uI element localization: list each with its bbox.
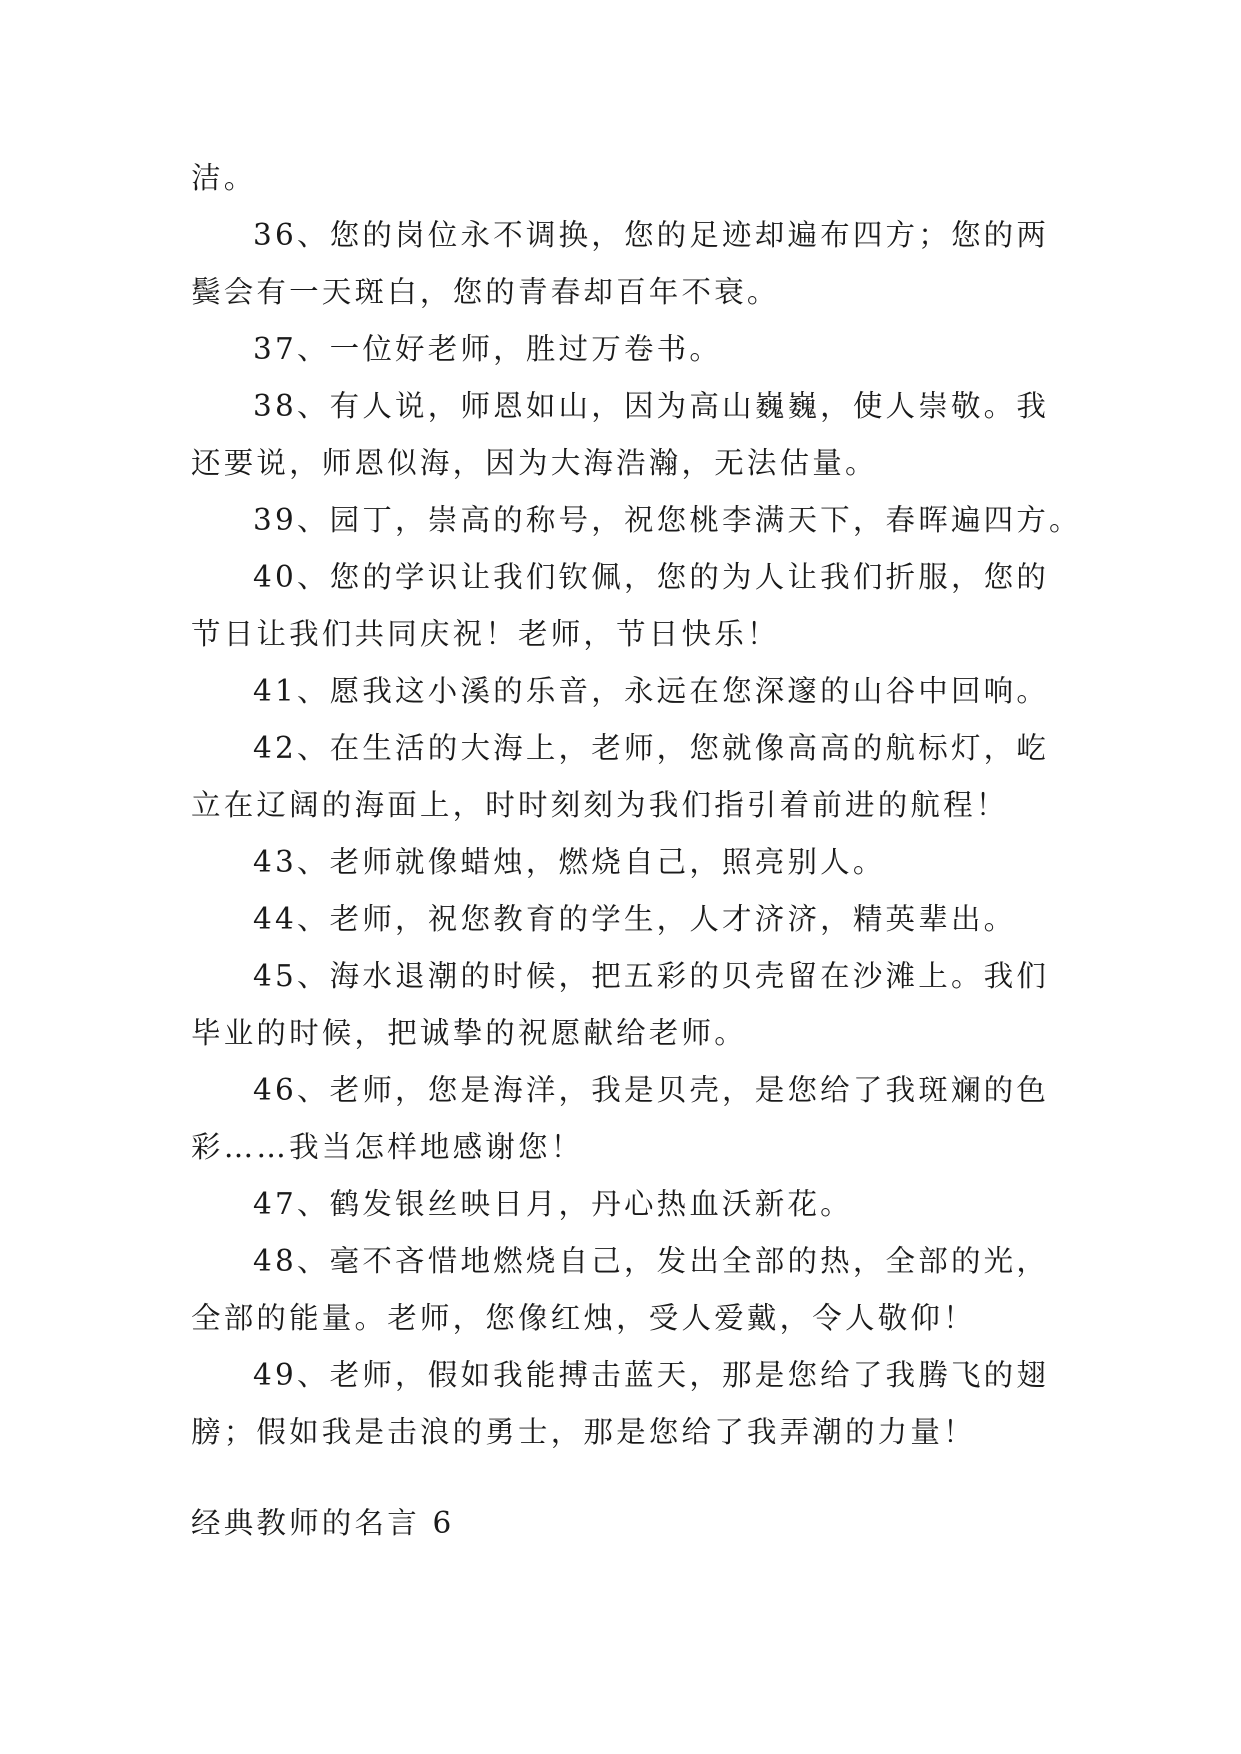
text-line: 40、您的学识让我们钦佩，您的为人让我们折服，您的	[253, 560, 1050, 594]
text-line: 49、老师，假如我能搏击蓝天，那是您给了我腾飞的翅	[253, 1358, 1050, 1392]
document-body	[191, 150, 1082, 1461]
text-line: 膀；假如我是击浪的勇士，那是您给了我弄潮的力量！	[191, 1415, 976, 1449]
text-line: 46、老师，您是海洋，我是贝壳，是您给了我斑斓的色	[253, 1073, 1050, 1107]
text-line: 44、老师，祝您教育的学生，人才济济，精英辈出。	[253, 902, 1017, 936]
text-line: 节日让我们共同庆祝！老师，节日快乐！	[191, 617, 780, 651]
text-line: 37、一位好老师，胜过万卷书。	[253, 332, 723, 366]
text-line: 彩……我当怎样地感谢您！	[191, 1130, 584, 1164]
text-line: 39、园丁，崇高的称号，祝您桃李满天下，春晖遍四方。	[253, 503, 1082, 537]
text-line: 鬓会有一天斑白，您的青春却百年不衰。	[191, 275, 780, 309]
text-line: 38、有人说，师恩如山，因为高山巍巍，使人崇敬。我	[253, 389, 1050, 423]
text-line: 全部的能量。老师，您像红烛，受人爱戴，令人敬仰！	[191, 1301, 976, 1335]
text-line: 毕业的时候，把诚挚的祝愿献给老师。	[191, 1016, 747, 1050]
section-heading: 经典教师的名言 6	[191, 1506, 455, 1540]
text-line: 洁。	[191, 161, 257, 195]
text-line: 48、毫不吝惜地燃烧自己，发出全部的热，全部的光，	[253, 1244, 1050, 1278]
text-line: 还要说，师恩似海，因为大海浩瀚，无法估量。	[191, 446, 878, 480]
text-line: 43、老师就像蜡烛，燃烧自己，照亮别人。	[253, 845, 886, 879]
text-line: 36、您的岗位永不调换，您的足迹却遍布四方；您的两	[253, 218, 1050, 252]
text-line: 47、鹤发银丝映日月，丹心热血沃新花。	[253, 1187, 853, 1221]
text-line: 45、海水退潮的时候，把五彩的贝壳留在沙滩上。我们	[253, 959, 1050, 993]
text-line: 42、在生活的大海上，老师，您就像高高的航标灯，屹	[253, 731, 1050, 765]
text-line: 立在辽阔的海面上，时时刻刻为我们指引着前进的航程！	[191, 788, 1009, 822]
text-line: 41、愿我这小溪的乐音，永远在您深邃的山谷中回响。	[253, 674, 1050, 708]
